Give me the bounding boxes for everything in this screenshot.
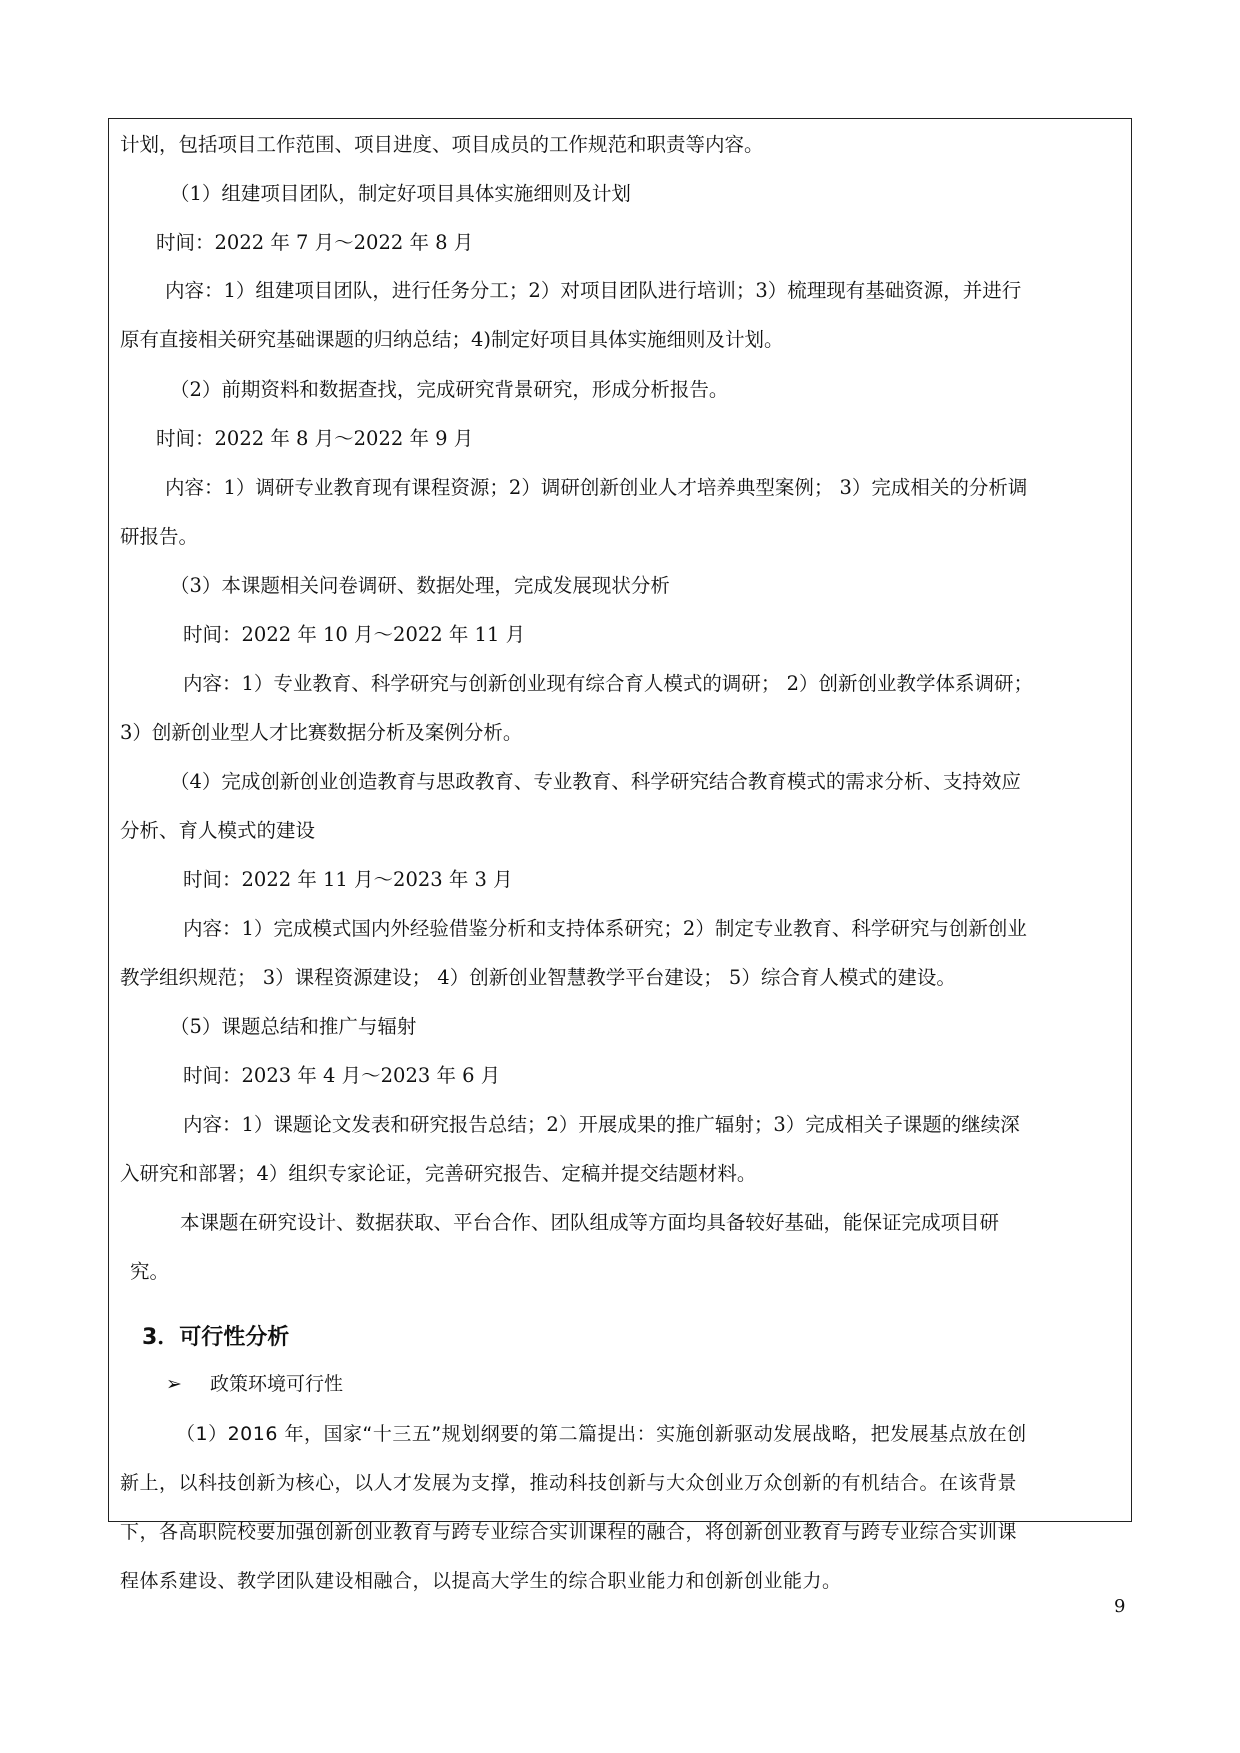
bullet-item [166, 1370, 343, 1398]
text-line: （1）组建项目团队，制定好项目具体实施细则及计划 [170, 182, 631, 205]
text-line: 原有直接相关研究基础课题的归纳总结；4)制定好项目具体实施细则及计划。 [120, 328, 784, 351]
text-line: 内容：1）专业教育、科学研究与创新创业现有综合育人模式的调研； 2）创新创业教学体系调研； [183, 672, 1034, 695]
text-line: 计划，包括项目工作范围、项目进度、项目成员的工作规范和职责等内容。 [120, 133, 764, 156]
arrow-bullet-icon: ➢ [166, 1373, 182, 1395]
text-line: 教学组织规范； 3）课程资源建设； 4）创新创业智慧教学平台建设； 5）综合育人模式的建设。 [120, 966, 956, 989]
text-line: 入研究和部署；4）组织专家论证，完善研究报告、定稿并提交结题材料。 [120, 1162, 757, 1185]
policy-line: 新上，以科技创新为核心，以人才发展为支撑，推动科技创新与大众创业万众创新的有机结合。在该背景 [120, 1472, 1018, 1494]
policy-line: 程体系建设、教学团队建设相融合，以提高大学生的综合职业能力和创新创业能力。 [120, 1570, 842, 1592]
text-line: 研报告。 [120, 525, 199, 548]
text-line: 3）创新创业型人才比赛数据分析及案例分析。 [120, 721, 523, 744]
text-line: （2）前期资料和数据查找，完成研究背景研究，形成分析报告。 [170, 378, 729, 401]
text-line: （5）课题总结和推广与辐射 [170, 1015, 417, 1038]
text-line: 时间：2022 年 11 月～2023 年 3 月 [183, 868, 513, 891]
page-number: 9 [1114, 1596, 1126, 1617]
text-line: （4）完成创新创业创造教育与思政教育、专业教育、科学研究结合教育模式的需求分析、支持效应 [170, 770, 1021, 793]
text-line: 本课题在研究设计、数据获取、平台合作、团队组成等方面均具备较好基础，能保证完成项目研 [180, 1211, 1000, 1234]
text-line: 时间：2022 年 8 月～2022 年 9 月 [156, 427, 474, 450]
text-line: 时间：2022 年 7 月～2022 年 8 月 [156, 231, 474, 254]
text-line: 时间：2023 年 4 月～2023 年 6 月 [183, 1064, 501, 1087]
text-line: 究。 [130, 1260, 170, 1283]
text-line: 内容：1）课题论文发表和研究报告总结；2）开展成果的推广辐射；3）完成相关子课题的继续深 [183, 1113, 1020, 1136]
policy-line: 下，各高职院校要加强创新创业教育与跨专业综合实训课程的融合，将创新创业教育与跨专业综合实训课 [120, 1521, 1018, 1543]
text-line: 内容：1）完成模式国内外经验借鉴分析和支持体系研究；2）制定专业教育、科学研究与创新创业 [183, 917, 1027, 940]
text-line: 分析、育人模式的建设 [120, 819, 316, 842]
policy-line: （1）2016 年，国家“十三五”规划纲要的第二篇提出：实施创新驱动发展战略，把发展基点放在创 [176, 1423, 1027, 1445]
text-line: （3）本课题相关问卷调研、数据处理，完成发展现状分析 [170, 574, 670, 597]
text-line: 内容：1）组建项目团队，进行任务分工；2）对项目团队进行培训；3）梳理现有基础资源，并进行 [165, 279, 1022, 302]
section-heading: 3．可行性分析 [142, 1325, 290, 1350]
text-line: 内容：1）调研专业教育现有课程资源；2）调研创新创业人才培养典型案例； 3）完成相关的分析调 [165, 476, 1028, 499]
bullet-text: 政策环境可行性 [209, 1373, 343, 1395]
text-line: 时间：2022 年 10 月～2022 年 11 月 [183, 623, 526, 646]
